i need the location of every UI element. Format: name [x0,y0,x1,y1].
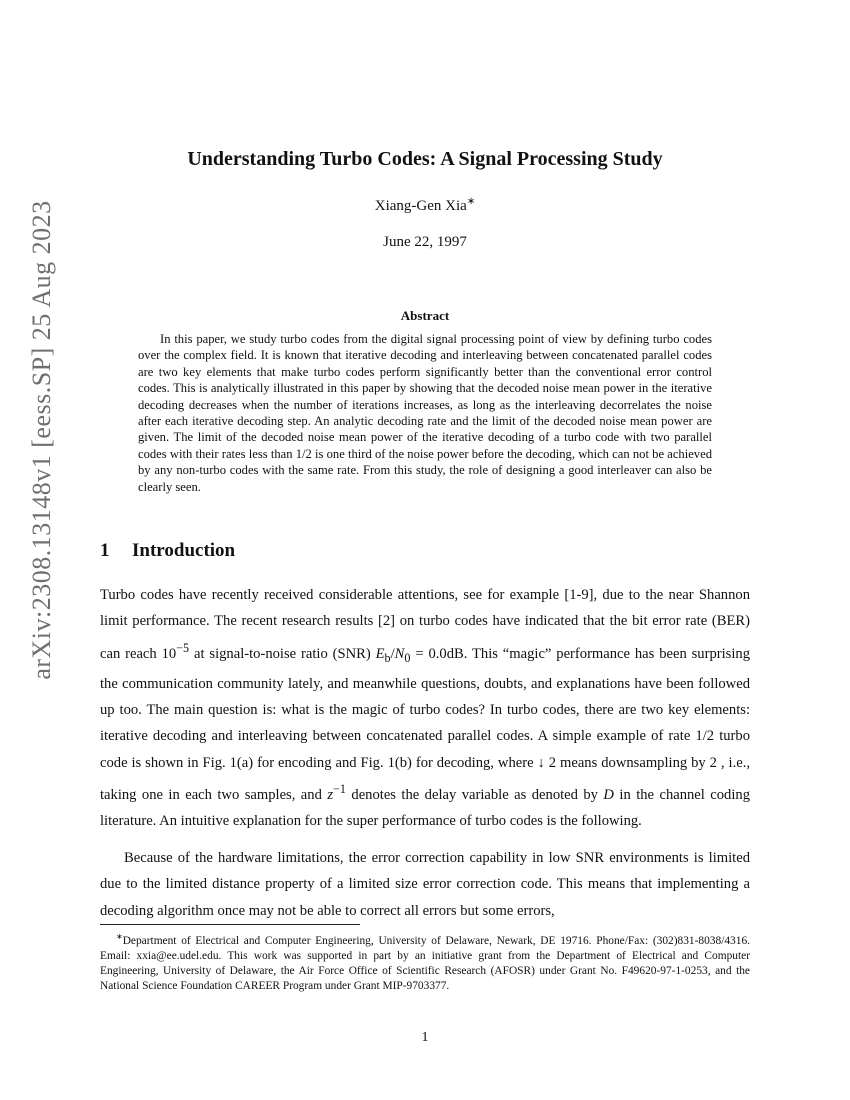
z-exponent: −1 [333,781,346,796]
n0-subscript: 0 [404,650,411,665]
n0-symbol: N [394,645,405,662]
intro-text-a: Turbo codes have recently received considerable attentions, see for example [1-9], due to the near Shannon limit performance. The recent research results [2] on turbo codes have indicated that the bit error rate (BER) can reach 10 [100,587,750,662]
footnote-mark: ∗ [116,932,123,941]
paper-title: Understanding Turbo Codes: A Signal Processing Study [187,148,663,170]
footnote-text: Department of Electrical and Computer Engineering, University of Delaware, Newark, DE 19716. Phone/Fax: (302)831-8038/4316. Email: xxia@ee.udel.edu. This work was supported in part by an initiative grant from the Department of Electrical and Computer Engineering, University of Delaware, the Air Force Office of Scientific Research (AFOSR) under Grant No. F49620-97-1-0253, and the National Science Foundation CAREER Program under Grant MIP-9703377. [100,934,750,993]
paper-date: June 22, 1997 [383,234,467,250]
abstract-heading: Abstract [400,308,450,323]
d-symbol: D [603,786,614,803]
page-number: 1 [421,1030,429,1045]
section-number: 1 [100,540,110,561]
section-title: Introduction [132,540,236,561]
author-line [100,196,750,215]
footnote [100,929,750,995]
intro-text-b: at signal-to-noise ratio (SNR) [189,645,376,662]
author-name: Xiang-Gen Xia [374,198,467,214]
eb-symbol: E [375,645,385,662]
eb-subscript: b [384,650,391,665]
intro-paragraph-2: Because of the hardware limitations, the error correction capability in low SNR environments is limited due to the limited distance property of a limited size error correction code. This means that implementing a decoding algorithm once may not be able to correct all errors but some errors, [100,850,750,919]
ratio-slash: / [390,645,395,662]
z-symbol: z [327,786,334,803]
intro-text-e: in the channel coding literature. An intuitive explanation for the super performance of turbo codes is the following. [100,786,750,829]
intro-paragraph-1 [100,582,750,834]
abstract-text: In this paper, we study turbo codes from the digital signal processing point of view by defining turbo codes over the complex field. It is known that iterative decoding and interleaving between concatenated parallel codes are two key elements that make turbo codes perform significantly better than the conventional error control codes. This is analytically illustrated in this paper by showing that the decoded noise mean power in the iterative decoding decreases when the number of iterations increases, as long as the interleaving decorrelates the noise after each iterative decoding step. An analytic decoding rate and the limit of the decoded noise mean power are given. The limit of the decoded noise mean power of the iterative decoding of a turbo code with two parallel codes with their rates less than 1/2 is one third of the noise power before the decoding, which can not be achieved by any non-turbo codes with the same rate. From this study, the role of designing a good interleaver can also be clearly seen. [138,332,712,494]
author-footnote-mark: ∗ [466,196,476,207]
section-heading [100,540,235,562]
footnote-rule [100,924,360,925]
ber-exponent: −5 [176,640,190,655]
arxiv-side-stamp: arXiv:2308.13148v1 [eess.SP] 25 Aug 2023 [27,200,56,680]
intro-text-d: denotes the delay variable as denoted by [345,786,604,803]
intro-text-c: = 0.0dB. This “magic” performance has been surprising the communication community lately, and meanwhile questions, doubts, and explanations have been followed up too. The main question is: what is the magic of turbo codes? In turbo codes, there are two key elements: iterative decoding and interleaving between concatenated parallel codes. A simple example of rate 1/2 turbo code is shown in Fig. 1(a) for encoding and Fig. 1(b) for decoding, where ↓ 2 means downsampling by 2 , i.e., taking one in each two samples, and [100,645,751,803]
